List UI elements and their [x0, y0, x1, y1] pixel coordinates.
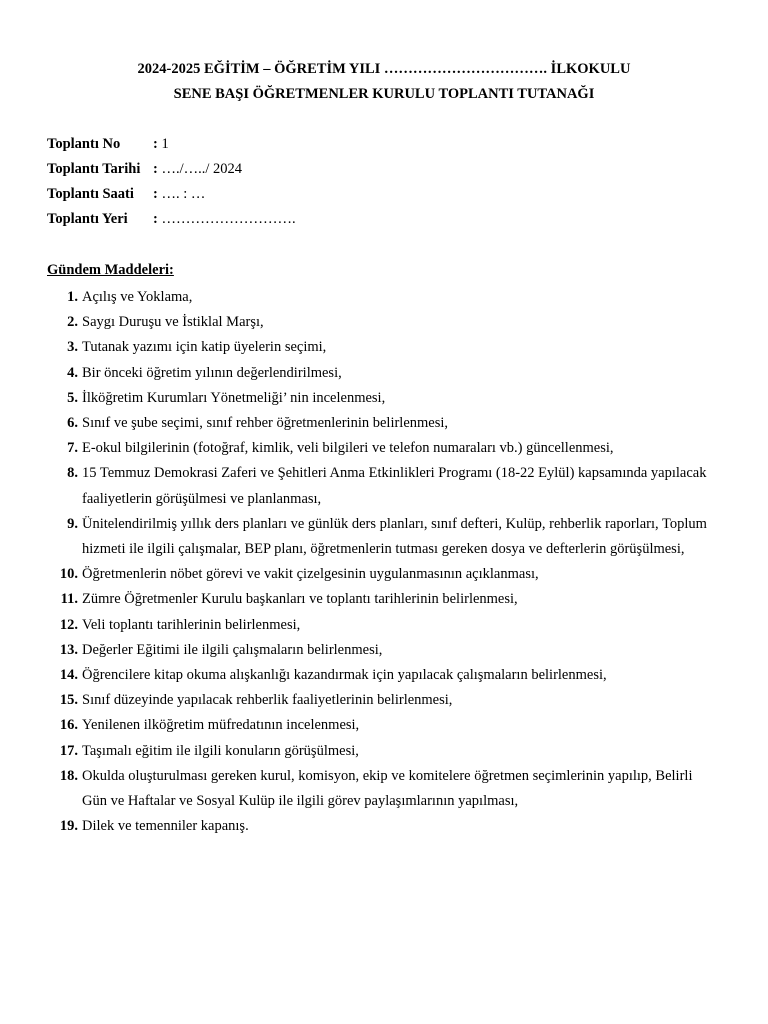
- agenda-item-number: 9.: [67, 515, 78, 532]
- meeting-time-row: [47, 185, 205, 203]
- agenda-item: [0, 562, 768, 587]
- meeting-date-value: …./…../ 2024: [161, 161, 243, 177]
- agenda-item-text: Sınıf düzeyinde yapılacak rehberlik faaliyetlerinin belirlenmesi,: [82, 692, 453, 709]
- agenda-item: [0, 386, 768, 411]
- meeting-number-separator: :: [153, 136, 158, 152]
- meeting-date-label: Toplantı Tarihi: [47, 161, 141, 177]
- agenda-item-number: 8.: [67, 465, 78, 482]
- agenda-item: [0, 361, 768, 386]
- agenda-item: [0, 335, 768, 360]
- agenda-item-text: Zümre Öğretmenler Kurulu başkanları ve toplantı tarihlerinin belirlenmesi,: [82, 591, 518, 608]
- agenda-item-text: Bir önceki öğretim yılının değerlendirilmesi,: [82, 364, 342, 381]
- agenda-item-number: 1.: [67, 289, 78, 305]
- agenda-item: [0, 688, 768, 713]
- agenda-item: [0, 587, 768, 612]
- agenda-item: [0, 713, 768, 738]
- agenda-item-number: 16.: [59, 717, 78, 734]
- agenda-item-number: 3.: [67, 339, 78, 356]
- agenda-item: [0, 436, 768, 461]
- agenda-item-number: 18.: [59, 767, 78, 784]
- agenda-item-text: Açılış ve Yoklama,: [82, 289, 193, 305]
- meeting-time-value: …. : …: [161, 186, 206, 202]
- agenda-item: [0, 411, 768, 436]
- agenda-item-text: Sınıf ve şube seçimi, sınıf rehber öğretmenlerinin belirlenmesi,: [82, 415, 449, 432]
- agenda-item-text: Değerler Eğitimi ile ilgili çalışmaların belirlenmesi,: [82, 641, 383, 658]
- meeting-date-separator: :: [153, 161, 158, 177]
- meeting-number-label: Toplantı No: [47, 136, 121, 152]
- agenda-item-text: Ünitelendirilmiş yıllık ders planları ve günlük ders planları, sınıf defteri, Kulüp, rehberlik raporları, Toplum hizmeti ile ilgili çalışmalar, BEP planı, öğretmenlerin tutması gereken dosya ve defterlerin görüşülmesi,: [82, 515, 707, 558]
- agenda-item-number: 13.: [59, 641, 78, 658]
- agenda-item: [0, 739, 768, 764]
- agenda-item-number: 2.: [67, 314, 78, 331]
- agenda-item-text: E-okul bilgilerinin (fotoğraf, kimlik, veli bilgileri ve telefon numaraları vb.) güncellenmesi,: [82, 440, 614, 457]
- agenda-item-number: 17.: [59, 742, 78, 759]
- agenda-item-text: Saygı Duruşu ve İstiklal Marşı,: [82, 314, 264, 331]
- agenda-item-text: Veli toplantı tarihlerinin belirlenmesi,: [82, 616, 301, 633]
- agenda-item-number: 12.: [59, 616, 78, 633]
- document-title-line-1: 2024-2025 EĞİTİM – ÖĞRETİM YILI ……………………………. İLKOKULU: [137, 61, 631, 77]
- agenda-item-number: 4.: [67, 364, 78, 381]
- agenda-item: [0, 663, 768, 688]
- agenda-item-text: Öğretmenlerin nöbet görevi ve vakit çizelgesinin uygulanmasının açıklanması,: [82, 566, 539, 583]
- agenda-item-text: Öğrencilere kitap okuma alışkanlığı kazandırmak için yapılacak çalışmaların belirlenmesi,: [82, 667, 607, 684]
- agenda-item: [0, 512, 768, 562]
- agenda-item-number: 7.: [67, 440, 78, 457]
- agenda-item-text: 15 Temmuz Demokrasi Zaferi ve Şehitleri Anma Etkinlikleri Programı (18-22 Eylül) kapsamında yapılacak faaliyetlerin görüşülmesi ve planlanması,: [82, 465, 707, 507]
- agenda-item-number: 10.: [59, 566, 78, 583]
- agenda-item-number: 11.: [60, 591, 78, 608]
- meeting-date-row: [47, 160, 242, 178]
- meeting-place-row: [47, 210, 296, 228]
- agenda-item-text: Taşımalı eğitim ile ilgili konuların görüşülmesi,: [82, 742, 359, 759]
- agenda-heading: Gündem Maddeleri:: [47, 262, 174, 278]
- agenda-list: [0, 285, 768, 839]
- document-title-line-2: SENE BAŞI ÖĞRETMENLER KURULU TOPLANTI TUTANAĞI: [173, 86, 595, 102]
- agenda-item-text: Dilek ve temenniler kapanış.: [82, 818, 249, 835]
- agenda-item: [0, 814, 768, 839]
- agenda-item-text: İlköğretim Kurumları Yönetmeliği’ nin incelenmesi,: [82, 389, 386, 406]
- agenda-item: [0, 638, 768, 663]
- meeting-place-label: Toplantı Yeri: [47, 211, 128, 227]
- agenda-item: [0, 285, 768, 310]
- agenda-item-text: Tutanak yazımı için katip üyelerin seçimi,: [82, 339, 327, 356]
- agenda-item: [0, 764, 768, 814]
- meeting-time-separator: :: [153, 186, 158, 202]
- agenda-item-number: 6.: [67, 415, 78, 432]
- agenda-item-number: 5.: [67, 389, 78, 406]
- agenda-item-number: 19.: [59, 818, 78, 835]
- meeting-time-label: Toplantı Saati: [47, 186, 134, 202]
- meeting-place-separator: :: [153, 211, 158, 227]
- agenda-item: [0, 613, 768, 638]
- agenda-item-text: Yenilenen ilköğretim müfredatının incelenmesi,: [82, 717, 360, 734]
- meeting-place-value: ……………………….: [161, 211, 296, 227]
- meeting-number-row: [47, 135, 169, 153]
- agenda-item-number: 14.: [59, 667, 78, 684]
- agenda-item: [0, 461, 768, 511]
- agenda-item-number: 15.: [59, 692, 78, 709]
- meeting-number-value: 1: [161, 136, 169, 152]
- agenda-item: [0, 310, 768, 335]
- agenda-item-text: Okulda oluşturulması gereken kurul, komisyon, ekip ve komitelere öğretmen seçimlerinin yapılıp, Belirli Gün ve Haftalar ve Sosyal Kulüp ile ilgili görev paylaşımlarının yapılması,: [82, 767, 693, 810]
